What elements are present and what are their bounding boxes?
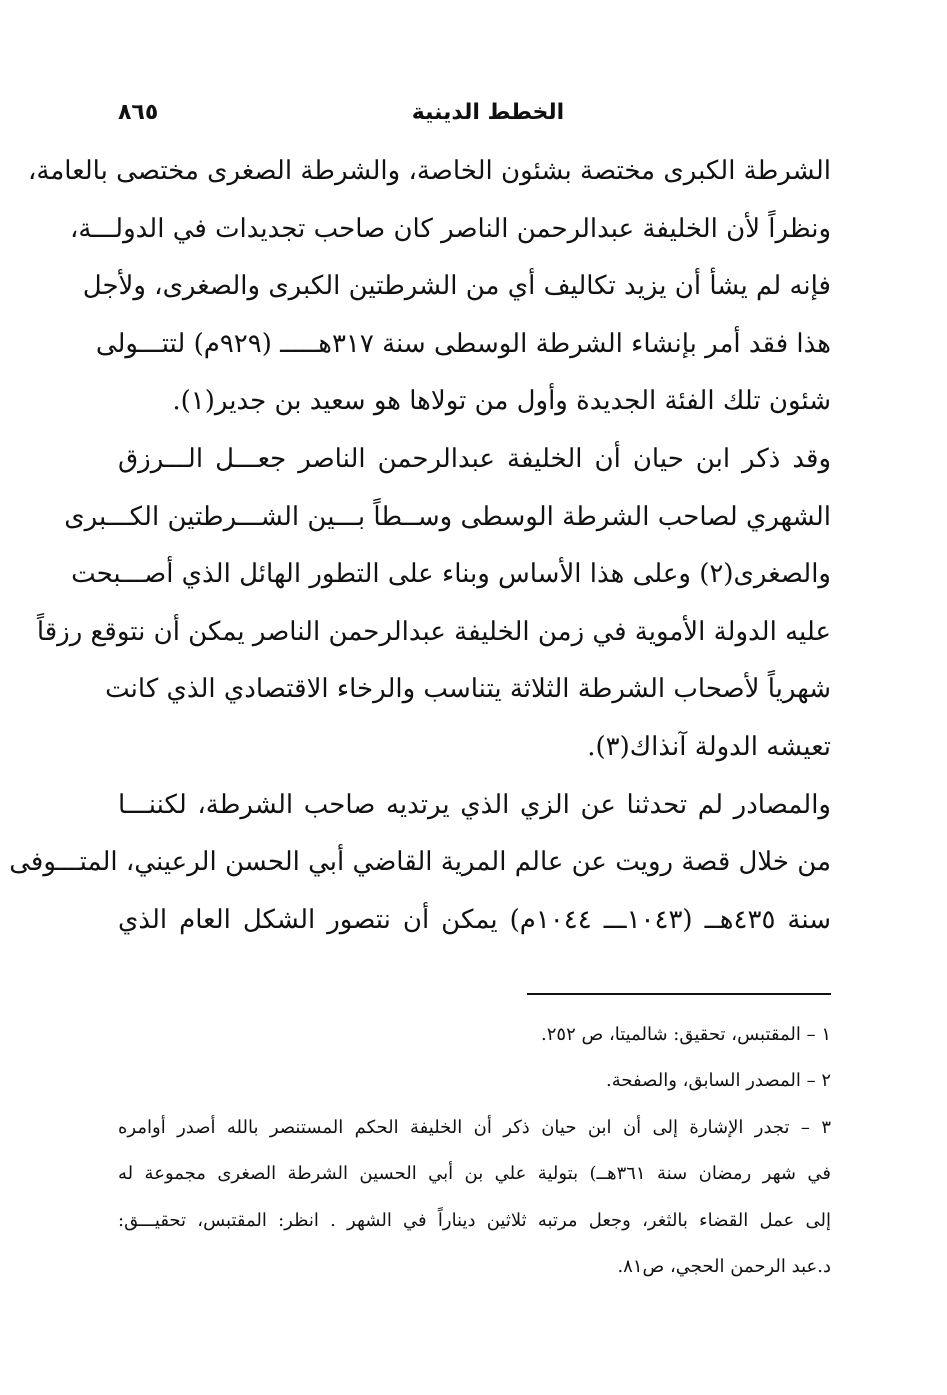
footnote-line: ٣ – تجدر الإشارة إلى أن ابن حيان ذكر أن الخليفة الحكم المستنصر بالله أصدر أوامره [118,1116,831,1138]
footnotes [118,1012,831,1290]
body-text [9,143,831,949]
footnote-line: إلى عمل القضاء بالثغر، وجعل مرتبه ثلاثين ديناراً في الشهر . انظر: المقتبس، تحقيـــق: [118,1209,831,1231]
body-line: من خلال قصة رويت عن عالم المرية القاضي أبي الحسن الرعيني، المتـــوفى [9,847,831,878]
body-line: سنة ٤٣٥هــ (١٠٤٣ـــ ١٠٤٤م) يمكن أن نتصور الشكل العام الذي [118,904,831,935]
body-line: ونظراً لأن الخليفة عبدالرحمن الناصر كان صاحب تجديدات في الدولـــة، [70,213,831,244]
footnote-line: ١ – المقتبس، تحقيق: شالميتا، ص ٢٥٢. [541,1024,831,1045]
body-line: الشرطة الكبرى مختصة بشئون الخاصة، والشرطة الصغرى مختصى بالعامة، [28,156,831,186]
body-line: تعيشه الدولة آنذاك(٣). [587,731,831,762]
page-header [118,96,831,136]
body-line: وقد ذكر ابن حيان أن الخليفة عبدالرحمن الناصر جعـــل الـــرزق [118,443,831,474]
body-line: والمصادر لم تحدثنا عن الزي الذي يرتديه صاحب الشرطة، لكننـــا [118,789,831,820]
footnote-line: في شهر رمضان سنة ٣٦١هــ) بتولية علي بن أبي الحسين الشرطة الصغرى مجموعة له [118,1163,832,1185]
body-line: عليه الدولة الأموية في زمن الخليفة عبدالرحمن الناصر يمكن أن نتوقع رزقاً [36,616,831,647]
footnote-separator [527,993,831,995]
body-line: الشهري لصاحب الشرطة الوسطى وســطاً بـــين الشـــرطتين الكـــبرى [64,501,831,532]
page-number: ٨٦٥ [118,100,159,125]
body-line: والصغرى(٢) وعلى هذا الأساس وبناء على التطور الهائل الذي أصـــبحت [71,559,831,590]
body-line: هذا فقد أمر بإنشاء الشرطة الوسطى سنة ٣١٧هـــــ (٩٢٩م) لتتـــولى [95,328,831,359]
body-line: شئون تلك الفئة الجديدة وأول من تولاها هو سعيد بن جدير(١). [172,386,831,417]
body-line: فإنه لم يشأ أن يزيد تكاليف أي من الشرطتين الكبرى والصغرى، ولأجل [82,271,831,302]
footnote-line: د.عبد الرحمن الحجي، ص٨١. [617,1255,831,1277]
body-line: شهرياً لأصحاب الشرطة الثلاثة يتناسب والرخاء الاقتصادي الذي كانت [105,674,831,705]
footnote-line: ٢ – المصدر السابق، والصفحة. [606,1070,831,1092]
running-title: الخطط الدينية [411,100,565,125]
